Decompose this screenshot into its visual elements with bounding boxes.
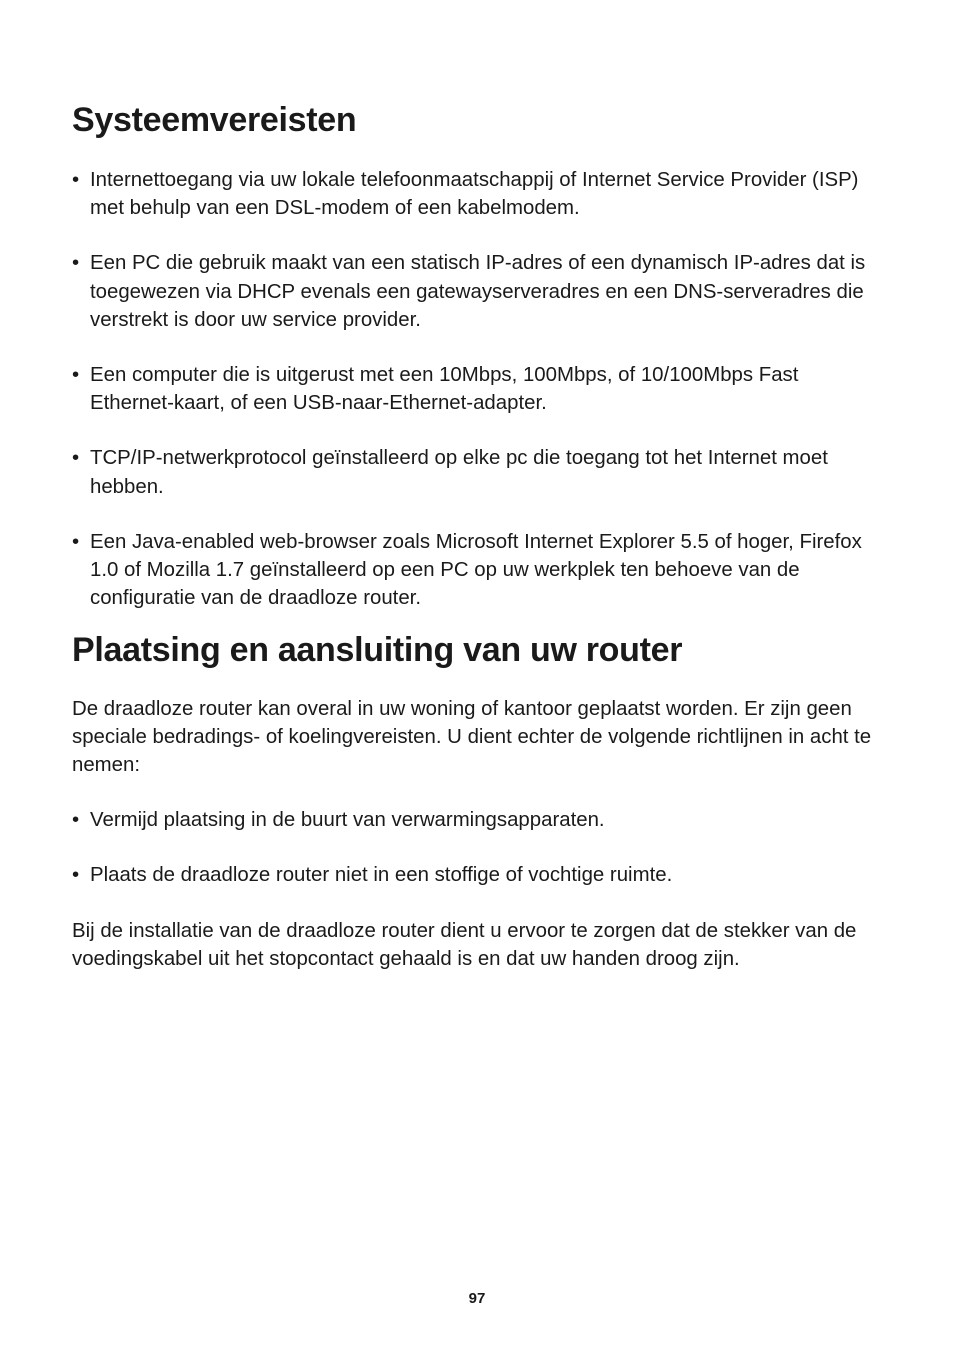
- list-item: [72, 444, 884, 500]
- list-item: [72, 528, 884, 613]
- placement-guidelines-list: [72, 806, 884, 916]
- bullet-icon: •: [72, 364, 80, 387]
- requirements-list: [72, 166, 884, 639]
- list-item-text: Plaats de draadloze router niet in een stoffige of vochtige ruimte.: [90, 864, 673, 887]
- section-title-placement: Plaatsing en aansluiting van uw router: [72, 631, 683, 669]
- placement-intro-paragraph: De draadloze router kan overal in uw woning of kantoor geplaatst worden. Er zijn geen speciale bedradings- of koelingvereisten. U dient echter de volgende richtlijnen in acht te nemen:: [72, 698, 872, 777]
- list-item-text: Een computer die is uitgerust met een 10Mbps, 100Mbps, of 10/100Mbps Fast Ethernet-kaart, of een USB-naar-Ethernet-adapter.: [90, 364, 799, 415]
- list-item-text: Vermijd plaatsing in de buurt van verwarmingsapparaten.: [90, 809, 605, 831]
- bullet-icon: •: [72, 252, 80, 275]
- page-number: 97: [468, 1290, 486, 1307]
- list-item-text: Een PC die gebruik maakt van een statisch IP-adres of een dynamisch IP-adres dat is toegewezen via DHCP evenals een gatewayserveradres en een DNS-serveradres die verstrekt is door uw service provider.: [90, 252, 866, 331]
- list-item-text: Internettoegang via uw lokale telefoonmaatschappij of Internet Service Provider (ISP) met behulp van een DSL-modem of een kabelmodem.: [90, 169, 859, 220]
- list-item: [72, 361, 884, 417]
- list-item: [72, 861, 884, 889]
- bullet-icon: •: [72, 864, 80, 887]
- list-item: [72, 806, 884, 834]
- section-title-system-requirements: Systeemvereisten: [72, 101, 357, 139]
- installation-note-paragraph: Bij de installatie van de draadloze router dient u ervoor te zorgen dat de stekker van de voedingskabel uit het stopcontact gehaald is en dat uw handen droog zijn.: [72, 920, 857, 971]
- bullet-icon: •: [72, 169, 80, 191]
- bullet-icon: •: [72, 809, 80, 831]
- list-item-text: TCP/IP-netwerkprotocol geïnstalleerd op elke pc die toegang tot het Internet moet hebben.: [90, 447, 828, 498]
- list-item: [72, 249, 884, 334]
- bullet-icon: •: [72, 447, 80, 470]
- bullet-icon: •: [72, 530, 80, 553]
- list-item: [72, 166, 884, 222]
- list-item-text: Een Java-enabled web-browser zoals Microsoft Internet Explorer 5.5 of hoger, Firefox 1.0 of Mozilla 1.7 geïnstalleerd op een PC op uw werkplek ten behoeve van de configuratie van de draadloze router.: [90, 530, 862, 610]
